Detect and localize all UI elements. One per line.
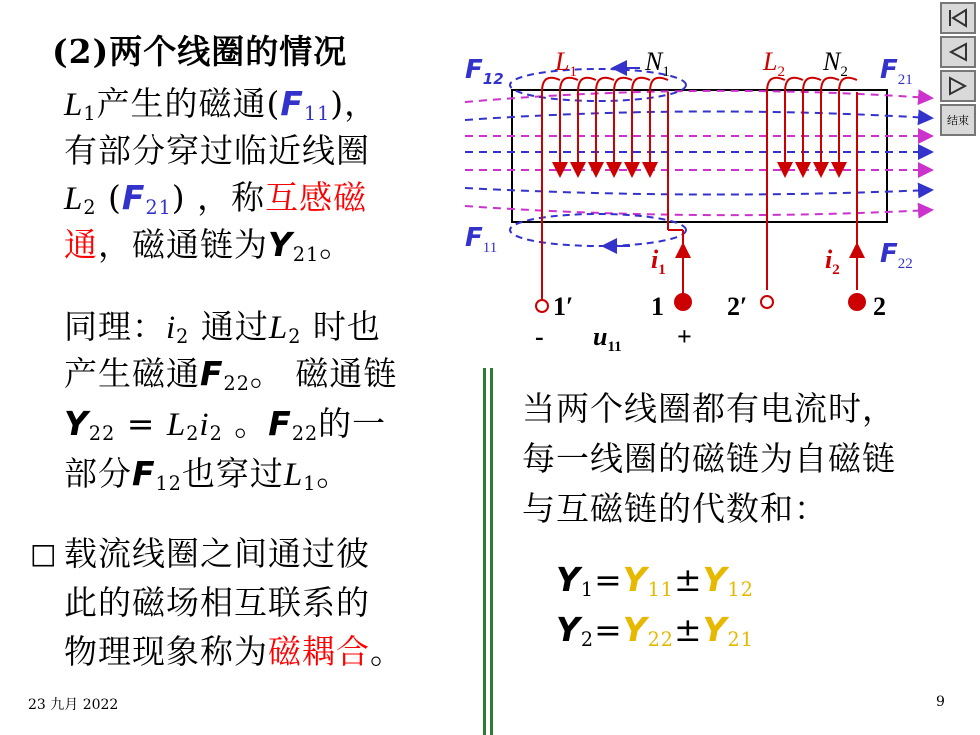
magnetic-core (512, 90, 887, 222)
label-i2: $i_2$ (825, 245, 840, 278)
terminal-2-prime (761, 296, 773, 308)
triangle-right-icon (946, 75, 970, 97)
previous-slide-button[interactable] (940, 36, 976, 68)
flux-lines (465, 91, 930, 215)
para3-line3: 物理现象称为磁耦合。 (64, 632, 404, 671)
terminal-2 (848, 293, 866, 311)
label-F11: $F_{11}$ (465, 223, 498, 256)
page-number: 9 (936, 694, 945, 710)
divider-line-left (483, 368, 486, 735)
end-button-label: 结束 (947, 114, 969, 127)
label-minus: - (535, 322, 544, 351)
statement-line2: 每一线圈的磁链为自磁链 (522, 439, 896, 478)
label-plus: + (677, 322, 692, 351)
label-terminal-2: 2 (873, 292, 886, 321)
para3-line1: 载流线圈之间通过彼 (64, 534, 370, 573)
para2-line1: 同理：$i_2$ 通过$L_2$ 时也 (64, 307, 381, 348)
label-F22: $F_{22}$ (880, 239, 913, 272)
equation-psi2: $Y_2=Y_{22}\pm Y_{21}$ (556, 610, 754, 651)
statement-line3: 与互磁链的代数和： (522, 489, 828, 528)
terminal-1 (674, 293, 692, 311)
coil-L2 (767, 78, 857, 290)
para2-line3: $Y_{22} = L_2i_2$ 。$F_{22}$的一 (64, 404, 387, 445)
label-u11: $u_{11}$ (593, 322, 622, 355)
label-N2: $N_2$ (823, 47, 848, 80)
bullet: □ (30, 537, 58, 570)
equation-psi1: $Y_1=Y_{11}\pm Y_{12}$ (556, 560, 754, 601)
para2-line4: 部分$F_{12}$也穿过$L_1$。 (64, 454, 351, 495)
label-N1: $N_1$ (645, 47, 670, 80)
terminal-1-prime (536, 300, 548, 312)
heading: (2)两个线圈的情况 (52, 32, 348, 71)
statement-line1: 当两个线圈都有电流时， (522, 389, 896, 428)
label-F12: $F_{12}$ (465, 55, 504, 88)
first-slide-button[interactable] (940, 2, 976, 34)
para1-line3: $L_2$ $(F_{21})$ ，称互感磁 (64, 178, 368, 219)
label-L2: $L_2$ (763, 47, 785, 80)
skip-back-icon (946, 7, 970, 29)
label-terminal-1: 1 (651, 292, 664, 321)
label-terminal-1-prime: 1′ (553, 292, 574, 321)
label-i1: $i_1$ (651, 245, 666, 278)
divider-line-right (490, 368, 493, 735)
end-button[interactable] (940, 104, 976, 136)
para2-line2: 产生磁通$F_{22}$。 磁通链 (64, 354, 398, 395)
para1-line2: 有部分穿过临近线圈 (64, 131, 370, 170)
para1-line1: $L_1$产生的磁通$(F_{11})$， (64, 84, 379, 125)
next-slide-button[interactable] (940, 70, 976, 102)
para1-line4: 通，磁通链为$Y_{21}$。 (64, 225, 354, 266)
label-terminal-2-prime: 2′ (727, 292, 748, 321)
flux-loop-bottom (510, 214, 686, 246)
coupled-coils-diagram (455, 40, 935, 360)
footer-date: 23 九月 2022 (28, 697, 119, 713)
label-L1: $L_1$ (555, 47, 577, 80)
label-F21: $F_{21}$ (880, 55, 913, 88)
triangle-left-icon (946, 41, 970, 63)
para3-line2: 此的磁场相互联系的 (64, 583, 370, 622)
